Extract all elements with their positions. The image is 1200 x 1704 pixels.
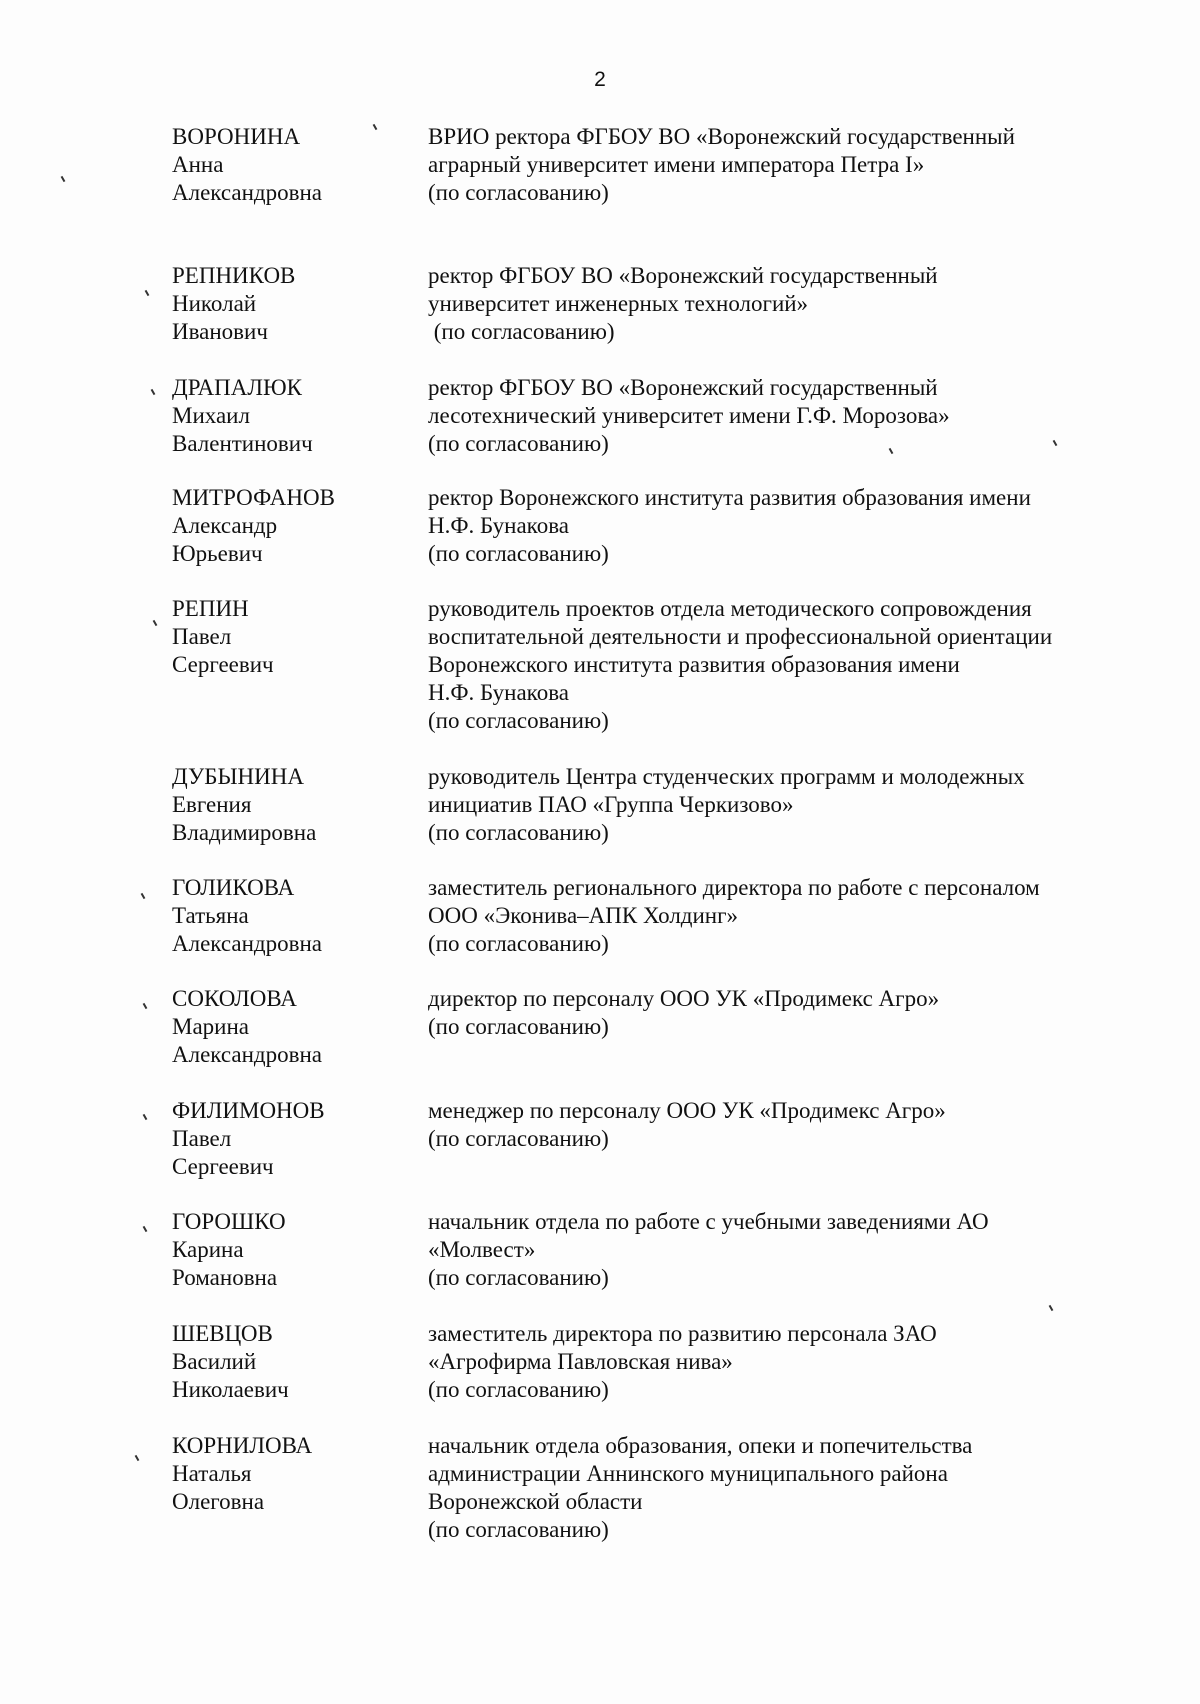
member-first-name: Евгения <box>172 792 252 817</box>
member-surname: МИТРОФАНОВ <box>172 485 335 510</box>
position-line: (по согласованию) <box>428 820 609 845</box>
member-name <box>172 874 422 958</box>
position-line: аграрный университет имени императора Петра I» <box>428 152 925 177</box>
position-line: менеджер по персоналу ООО УК «Продимекс Агро» <box>428 1098 946 1123</box>
scan-speck <box>151 389 156 395</box>
position-line: ректор ФГБОУ ВО «Воронежский государственный <box>428 263 938 288</box>
member-surname: ДРАПАЛЮК <box>172 375 302 400</box>
position-line: (по согласованию) <box>428 319 615 344</box>
position-line: ВРИО ректора ФГБОУ ВО «Воронежский государственный <box>428 124 1015 149</box>
member-first-name: Наталья <box>172 1461 252 1486</box>
scan-speck <box>1049 1305 1054 1311</box>
position-line: инициатив ПАО «Группа Черкизово» <box>428 792 794 817</box>
member-name <box>172 595 422 679</box>
member-name <box>172 1320 422 1404</box>
position-line: (по согласованию) <box>428 180 609 205</box>
position-line: (по согласованию) <box>428 541 609 566</box>
member-name <box>172 985 422 1069</box>
member-position <box>428 1208 1128 1292</box>
member-first-name: Татьяна <box>172 903 249 928</box>
member-name <box>172 1097 422 1181</box>
member-surname: ДУБЫНИНА <box>172 764 304 789</box>
scan-speck <box>153 620 158 626</box>
member-surname: КОРНИЛОВА <box>172 1433 313 1458</box>
member-name <box>172 763 422 847</box>
position-line: заместитель директора по развитию персонала ЗАО <box>428 1321 937 1346</box>
member-name <box>172 262 422 346</box>
scan-speck <box>143 1114 148 1120</box>
member-patronymic: Валентинович <box>172 431 313 456</box>
position-line: (по согласованию) <box>428 931 609 956</box>
position-line: ректор Воронежского института развития образования имени <box>428 485 1031 510</box>
member-first-name: Михаил <box>172 403 250 428</box>
position-line: администрации Аннинского муниципального района <box>428 1461 948 1486</box>
scan-speck <box>141 893 146 899</box>
position-line: (по согласованию) <box>428 708 609 733</box>
page-number: 2 <box>594 68 606 91</box>
position-line: директор по персоналу ООО УК «Продимекс Агро» <box>428 986 940 1011</box>
member-first-name: Николай <box>172 291 257 316</box>
member-first-name: Александр <box>172 513 278 538</box>
position-line: (по согласованию) <box>428 1265 609 1290</box>
member-first-name: Марина <box>172 1014 249 1039</box>
member-name <box>172 374 422 458</box>
position-line: лесотехнический университет имени Г.Ф. Морозова» <box>428 403 950 428</box>
member-surname: ГОРОШКО <box>172 1209 286 1234</box>
member-first-name: Павел <box>172 1126 232 1151</box>
position-line: Н.Ф. Бунакова <box>428 513 569 538</box>
member-patronymic: Сергеевич <box>172 1154 274 1179</box>
member-patronymic: Александровна <box>172 1042 322 1067</box>
member-position <box>428 1097 1128 1153</box>
member-name <box>172 484 422 568</box>
member-position <box>428 123 1128 207</box>
member-position <box>428 374 1128 458</box>
member-patronymic: Александровна <box>172 180 322 205</box>
scan-speck <box>61 176 66 182</box>
position-line: начальник отдела образования, опеки и попечительства <box>428 1433 973 1458</box>
member-surname: СОКОЛОВА <box>172 986 297 1011</box>
member-patronymic: Александровна <box>172 931 322 956</box>
position-line: (по согласованию) <box>428 1377 609 1402</box>
scan-speck <box>143 1003 148 1009</box>
scan-speck <box>143 1226 148 1232</box>
member-patronymic: Олеговна <box>172 1489 265 1514</box>
member-position <box>428 874 1128 958</box>
member-surname: РЕПИН <box>172 596 249 621</box>
member-name <box>172 1432 422 1516</box>
member-surname: ВОРОНИНА <box>172 124 301 149</box>
member-surname: ШЕВЦОВ <box>172 1321 273 1346</box>
member-position <box>428 1320 1128 1404</box>
member-first-name: Василий <box>172 1349 257 1374</box>
position-line: начальник отдела по работе с учебными заведениями АО <box>428 1209 989 1234</box>
position-line: (по согласованию) <box>428 431 609 456</box>
position-line: «Молвест» <box>428 1237 536 1262</box>
position-line: «Агрофирма Павловская нива» <box>428 1349 733 1374</box>
member-position <box>428 595 1128 735</box>
member-name <box>172 123 422 207</box>
member-name <box>172 1208 422 1292</box>
position-line: Воронежской области <box>428 1489 643 1514</box>
position-line: (по согласованию) <box>428 1126 609 1151</box>
member-patronymic: Романовна <box>172 1265 278 1290</box>
member-position <box>428 1432 1128 1544</box>
member-patronymic: Сергеевич <box>172 652 274 677</box>
member-first-name: Павел <box>172 624 232 649</box>
member-patronymic: Юрьевич <box>172 541 263 566</box>
position-line: руководитель проектов отдела методического сопровождения <box>428 596 1032 621</box>
member-patronymic: Иванович <box>172 319 268 344</box>
position-line: руководитель Центра студенческих программ и молодежных <box>428 764 1025 789</box>
member-patronymic: Николаевич <box>172 1377 289 1402</box>
member-position <box>428 484 1128 568</box>
member-patronymic: Владимировна <box>172 820 317 845</box>
member-surname: ГОЛИКОВА <box>172 875 295 900</box>
member-surname: РЕПНИКОВ <box>172 263 296 288</box>
position-line: университет инженерных технологий» <box>428 291 809 316</box>
position-line: (по согласованию) <box>428 1517 609 1542</box>
member-position <box>428 985 1128 1041</box>
scan-speck <box>145 290 150 296</box>
member-surname: ФИЛИМОНОВ <box>172 1098 325 1123</box>
position-line: заместитель регионального директора по работе с персоналом <box>428 875 1040 900</box>
scan-speck <box>135 1455 140 1461</box>
position-line: ректор ФГБОУ ВО «Воронежский государственный <box>428 375 938 400</box>
member-first-name: Карина <box>172 1237 244 1262</box>
member-position <box>428 262 1128 346</box>
position-line: ООО «Эконива–АПК Холдинг» <box>428 903 739 928</box>
position-line: Н.Ф. Бунакова <box>428 680 569 705</box>
member-position <box>428 763 1128 847</box>
position-line: Воронежского института развития образования имени <box>428 652 960 677</box>
position-line: воспитательной деятельности и профессиональной ориентации <box>428 624 1053 649</box>
member-first-name: Анна <box>172 152 224 177</box>
position-line: (по согласованию) <box>428 1014 609 1039</box>
